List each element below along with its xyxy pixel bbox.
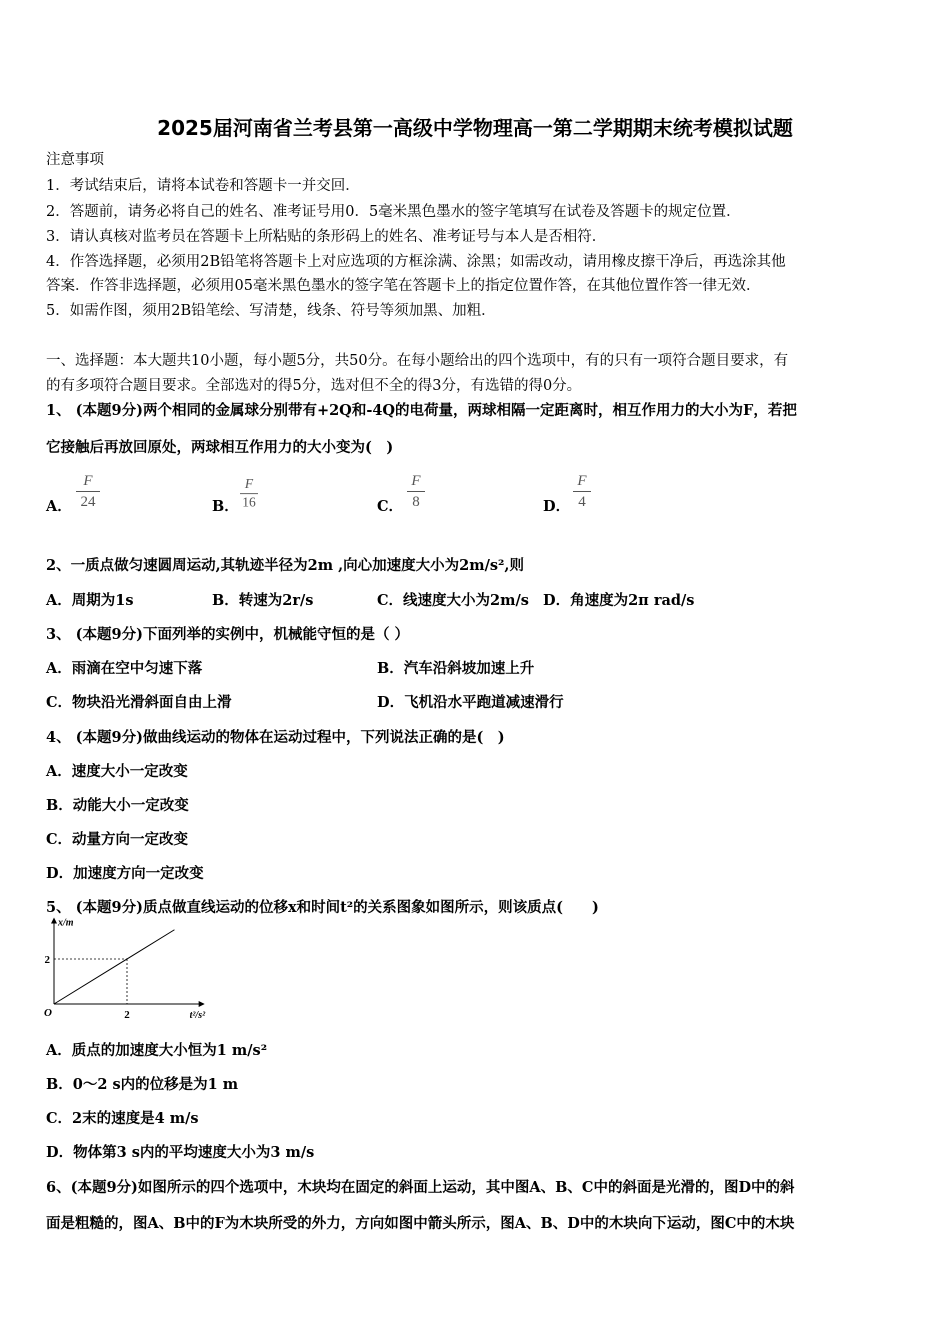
section-instructions-line-2: 的有多项符合题目要求。全部选对的得5分，选对但不全的得3分，有选错的得0分。 [46, 378, 582, 394]
question-1-stem-line-2: 它接触后再放回原处，两球相互作用力的大小变为( ) [46, 439, 394, 456]
question-6-stem-line-1: 6、(本题9分)如图所示的四个选项中，木块均在固定的斜面上运动，其中图A、B、C中的斜面是光滑的，图D中的斜 [46, 1179, 795, 1196]
question-3-stem: 3、 (本题9分)下面列举的实例中，机械能守恒的是（ ） [46, 626, 409, 643]
q3-option-c: C．物块沿光滑斜面自由上滑 [46, 694, 232, 711]
y-tick-label: 2 [44, 954, 50, 966]
q1-option-a-label: A． [46, 498, 72, 515]
question-2-stem: 2、一质点做匀速圆周运动,其轨迹半径为2m ,向心加速度大小为2m/s²,则 [46, 557, 524, 574]
notice-item: 1．考试结束后，请将本试卷和答题卡一并交回． [46, 178, 360, 194]
q4-option-b: B．动能大小一定改变 [46, 797, 189, 814]
q2-option-a: A．周期为1s [46, 592, 134, 609]
data-series-line [54, 930, 174, 1004]
q1-option-d-fraction: F 4 [573, 473, 591, 511]
q3-option-a: A．雨滴在空中匀速下落 [46, 660, 203, 677]
q2-option-c: C．线速度大小为2m/s [377, 592, 529, 609]
question-1-stem-line-1: 1、 (本题9分)两个相同的金属球分别带有+2Q和-4Q的电荷量，两球相隔一定距离时，相互作用力的大小为F，若把 [46, 402, 797, 419]
q1-option-d-label: D． [543, 498, 571, 515]
q5-option-d: D．物体第3 s内的平均速度大小为3 m/s [46, 1144, 315, 1161]
notice-item: 5．如需作图，须用2B铅笔绘、写清楚，线条、符号等须加黑、加粗． [46, 303, 496, 319]
q5-option-c: C．2末的速度是4 m/s [46, 1110, 199, 1127]
q2-option-d: D．角速度为2π rad/s [543, 592, 695, 609]
x-tick-label: 2 [124, 1009, 130, 1021]
question-5-stem: 5、 (本题9分)质点做直线运动的位移x和时间t²的关系图象如图所示，则该质点( ) [46, 899, 599, 916]
q4-option-d: D．加速度方向一定改变 [46, 865, 204, 882]
q5-option-b: B．0～2 s内的位移是为1 m [46, 1076, 239, 1093]
q5-option-a: A．质点的加速度大小恒为1 m/s² [46, 1042, 268, 1059]
notice-item: 2．答题前，请务必将自己的姓名、准考证号用0．5毫米黑色墨水的签字笔填写在试卷及答题卡的规定位置． [46, 204, 741, 220]
y-axis-label: x/m [58, 917, 74, 929]
q1-option-c-fraction: F 8 [407, 473, 425, 511]
origin-label: O [44, 1007, 52, 1019]
page-title: 2025届河南省兰考县第一高级中学物理高一第二学期期末统考模拟试题 [157, 116, 793, 140]
q3-option-b: B．汽车沿斜坡加速上升 [377, 660, 535, 677]
q3-option-d: D．飞机沿水平跑道减速滑行 [377, 694, 564, 711]
notice-item: 3．请认真核对监考员在答题卡上所粘贴的条形码上的姓名、准考证号与本人是否相符． [46, 229, 607, 245]
x-axis-label: t²/s² [189, 1010, 206, 1021]
q1-option-b-fraction: F 16 [242, 477, 256, 511]
q4-option-a: A．速度大小一定改变 [46, 763, 188, 780]
q5-xt2-graph [40, 917, 206, 1026]
q1-option-a-fraction: F 24 [76, 473, 100, 511]
q1-option-b-label: B． [212, 498, 239, 515]
q1-option-c-label: C． [377, 498, 404, 515]
q4-option-c: C．动量方向一定改变 [46, 831, 189, 848]
q2-option-b: B．转速为2r/s [212, 592, 314, 609]
notice-item: 4．作答选择题，必须用2B铅笔将答题卡上对应选项的方框涂满、涂黑；如需改动，请用橡皮擦干净后，再选涂其他 [46, 254, 786, 270]
notice-heading: 注意事项 [46, 152, 104, 168]
notice-item: 答案．作答非选择题，必须用05毫米黑色墨水的签字笔在答题卡上的指定位置作答，在其他位置作答一律无效． [46, 278, 761, 294]
question-4-stem: 4、 (本题9分)做曲线运动的物体在运动过程中，下列说法正确的是( ) [46, 729, 505, 746]
section-instructions-line-1: 一、选择题：本大题共10小题，每小题5分，共50分。在每小题给出的四个选项中，有的只有一项符合题目要求，有 [46, 353, 789, 369]
question-6-stem-line-2: 面是粗糙的，图A、B中的F为木块所受的外力，方向如图中箭头所示，图A、B、D中的木块向下运动，图C中的木块 [46, 1215, 795, 1232]
